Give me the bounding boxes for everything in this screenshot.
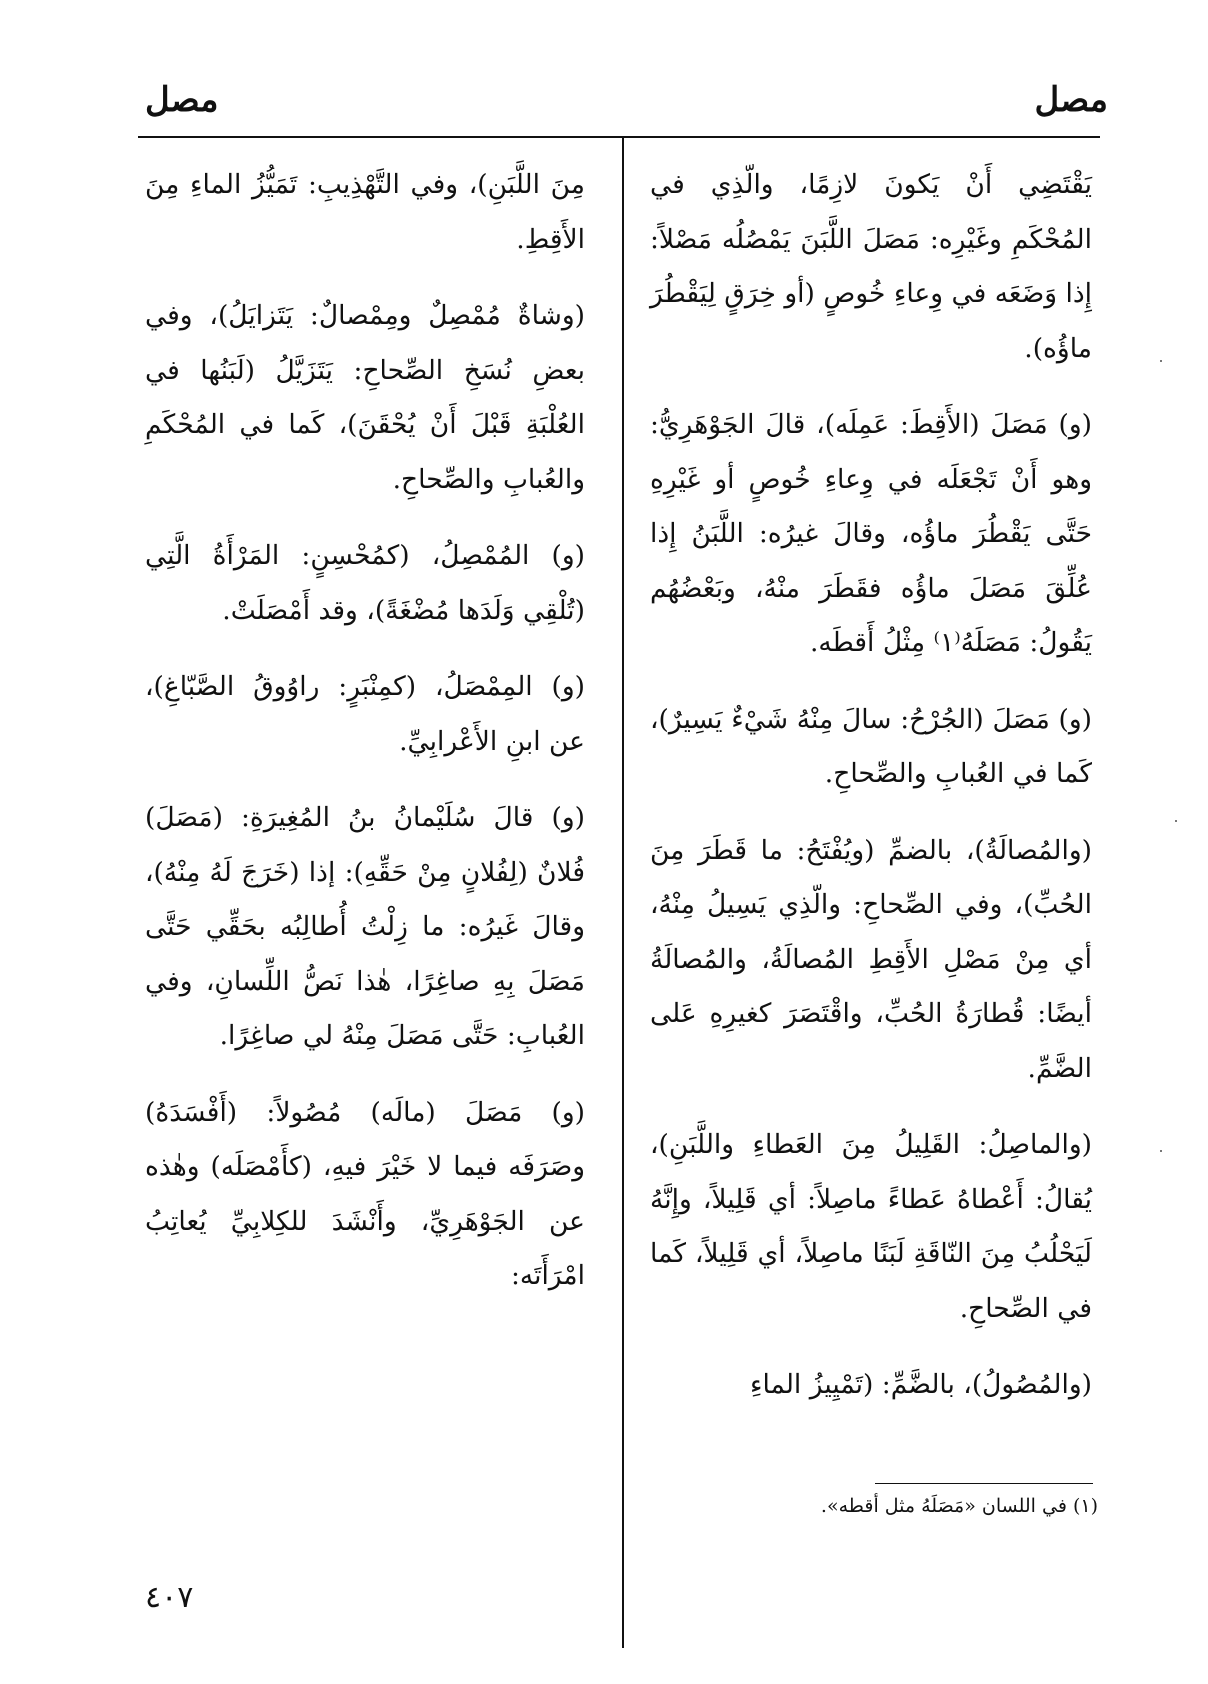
paragraph: (والمُصُولُ)، بالضَّمِّ: (تَمْيِيزُ الماءِ bbox=[750, 1369, 1092, 1400]
paragraph: (و) قالَ سُلَيْمانُ بنُ المُغِيرَةِ: (مَصَلَ) فُلانٌ (لِفُلانٍ مِنْ حَقِّهِ): إذا (خَرَجَ لَهُ مِنْهُ)، وقالَ غَيرُه: ما زِلْتُ أُطالِبُه بحَقِّي حَتَّى مَصَلَ بِهِ صاغِرًا، هٰذا نَصُّ اللِّسانِ، وفي العُبابِ: حَتَّى مَصَلَ مِنْهُ لي صاغِرًا. bbox=[145, 802, 585, 1051]
scan-speck bbox=[1175, 820, 1177, 822]
left-column bbox=[145, 158, 585, 1326]
paragraph: (وشاةٌ مُمْصِلٌ ومِمْصالٌ: يَتَزايَلُ)، وفي بعضِ نُسَخِ الصِّحاحِ: يَتَزَيَّلُ (لَبَنُها في العُلْبَةِ قَبْلَ أَنْ يُحْقَنَ)، كَما في المُحْكَمِ والعُبابِ والصِّحاحِ. bbox=[145, 300, 585, 495]
scan-speck bbox=[1160, 360, 1162, 362]
footnote: (١) في اللسان «مَصَلَهُ مثل أقطه». bbox=[820, 1495, 1098, 1517]
paragraph: (والمُصالَةُ)، بالضمِّ (ويُفْتَحُ: ما قَطَرَ مِنَ الحُبِّ)، وفي الصِّحاحِ: والّذِي يَسِيلُ مِنْهُ، أي مِنْ مَصْلِ الأَقِطِ المُصالَةُ، والمُصالَةُ أيضًا: قُطارَةُ الحُبِّ، واقْتَصَرَ كغيرِهِ عَلى الضَّمِّ. bbox=[650, 834, 1092, 1084]
paragraph: (و) مَصَلَ (الأَقِطَ: عَمِلَه)، قالَ الجَوْهَرِيُّ: وهو أَنْ تَجْعَلَه في وِعاءِ خُوصٍ أو غَيْرِهِ حَتَّى يَقْطُرَ ماؤُه، وقالَ غيرُه: اللَّبَنُ إِذا عُلِّقَ مَصَلَ ماؤُه فقَطَرَ منْهُ، وبَعْضُهُم يَقُولُ: مَصَلَهُ⁽١⁾ مِثْلُ أَقطَه. bbox=[650, 409, 1092, 658]
paragraph: (والماصِلُ: القَلِيلُ مِنَ العَطاءِ واللَّبَنِ)، يُقالُ: أَعْطاهُ عَطاءً ماصِلاً: أي قَلِيلاً، وإِنَّهُ لَيَحْلُبُ مِنَ النّاقَةِ لَبَنًا ماصِلاً، أي قَلِيلاً، كَما في الصِّحاحِ. bbox=[650, 1129, 1092, 1324]
running-header-right: مصل bbox=[1034, 80, 1108, 120]
paragraph: (و) المُمْصِلُ، (كمُحْسِنٍ: المَرْأَةُ الَّتِي (تُلْقِي وَلَدَها مُضْغَةً)، وقد أَمْصَلَتْ. bbox=[145, 540, 585, 626]
scan-speck bbox=[1160, 1150, 1162, 1152]
page-number: ٤٠٧ bbox=[145, 1580, 194, 1615]
paragraph: (و) مَصَلَ (مالَه) مُصُولاً: (أَفْسَدَهُ) وصَرَفَه فيما لا خَيْرَ فيهِ، (كأَمْصَلَه) وهٰذه عن الجَوْهَرِيِّ، وأَنْشَدَ للكِلابِيِّ يُعاتِبُ امْرَأَتَه: bbox=[145, 1096, 585, 1291]
paragraph: يَقْتَضِي أَنْ يَكونَ لازِمًا، والّذِي في المُحْكَمِ وغَيْرِه: مَصَلَ اللَّبَنَ يَمْصُلُه مَصْلاً: إِذا وَضَعَه في وِعاءِ خُوصٍ (أو خِرَقٍ لِيَقْطُرَ ماؤُه). bbox=[650, 169, 1092, 364]
footnote-rule bbox=[875, 1483, 1093, 1484]
paragraph: مِنَ اللَّبَنِ)، وفي التَّهْذِيبِ: تَمَيُّزُ الماءِ مِنَ الأَقِطِ. bbox=[145, 169, 585, 255]
paragraph: (و) مَصَلَ (الجُرْحُ: سالَ مِنْهُ شَيْءٌ يَسِيرٌ)، كَما في العُبابِ والصِّحاحِ. bbox=[650, 703, 1092, 789]
column-divider bbox=[622, 138, 624, 1648]
right-column bbox=[650, 158, 1092, 1435]
paragraph: (و) المِمْصَلُ، (كمِنْبَرٍ: راوُوقُ الصَّبّاغِ)، عن ابنِ الأَعْرابِيِّ. bbox=[145, 671, 585, 757]
header-rule bbox=[138, 136, 1100, 138]
running-header-left: مصل bbox=[145, 80, 219, 120]
